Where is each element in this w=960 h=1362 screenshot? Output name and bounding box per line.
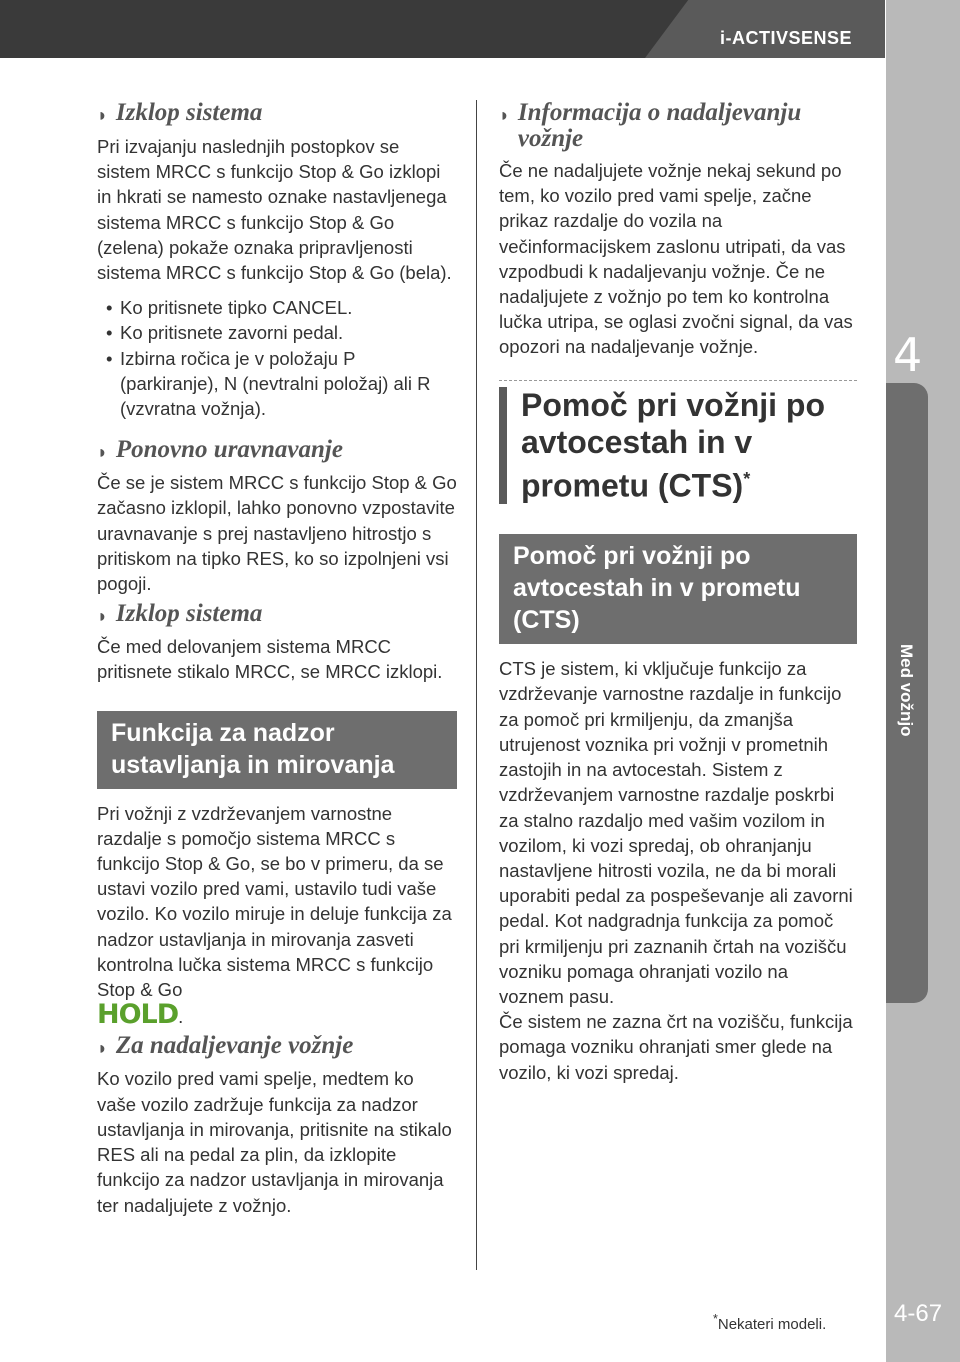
header-title: i-ACTIVSENSE (719, 28, 852, 48)
section-heading: ◗ Ponovno uravnavanje (97, 436, 343, 464)
list-item: • Ko pritisnete zavorni pedal. (101, 320, 457, 345)
section-heading: ◗ Izklop sistema (97, 600, 263, 628)
chapter-label: Med vožnjo (897, 643, 916, 737)
section-box-title: Funkcija za nadzor ustavljanja in mirovanja (97, 711, 457, 789)
paragraph: Ko vozilo pred vami spelje, medtem ko vaše vozilo zadržuje funkcija za nadzor ustavljanja in mirovanja, pritisnite na stikalo RES ali na pedal za plin, da izklopite funkcijo za nadzor ustavljanja in mirovanja ter nadaljujete z vožnjo. (97, 1068, 452, 1216)
section-divider (499, 380, 857, 505)
triangle-icon: ◗ (97, 1038, 108, 1059)
paragraph: Če sistem ne zazna črt na vozišču, funkcija pomaga vozniku ohranjati smer glede na vozilo, ki vozi spredaj. (499, 1011, 853, 1083)
footnote: *Nekateri modeli. (713, 1312, 827, 1333)
triangle-icon: ◗ (499, 105, 510, 125)
triangle-icon: ◗ (97, 442, 108, 463)
section-box-title: Pomoč pri vožnji po avtocestah in v prometu (CTS) (499, 534, 857, 644)
page-heading: Pomoč pri vožnji po avtocestah in v prometu (CTS)* (499, 387, 857, 505)
bullet-list (97, 295, 457, 421)
hold-indicator-icon: HOLD (97, 999, 179, 1031)
paragraph: CTS je sistem, ki vključuje funkcijo za vzdrževanje varnostne razdalje in funkcijo za pomoč pri krmiljenju, da zmanjša utrujenost voznika pri vožnji v prometnih zastojih in na avtocestah. Sistem z vzdrževanjem varnostne razdalje poskrbi za stalno razdaljo med vašim vozilom in vozilom, ki vozi spredaj, ob ohranjanju nastavljene hitrosti vozila, ne da bi morali uporabiti pedal za pospeševanje ali zavorni pedal. Kot nadgradnja funkcija za pomoč pri krmiljenju pri zaznanih črtah na vozišču vozniku pomaga ohranjati vozilo na voznem pasu. (499, 658, 853, 1007)
list-item: • Ko pritisnete tipko CANCEL. (101, 295, 457, 320)
section-heading: ◗ Izklop sistema (97, 99, 263, 126)
paragraph: Če se je sistem MRCC s funkcijo Stop & Go začasno izklopil, lahko ponovno vzpostavite uravnavanje s prej nastavljeno hitrostjo s pritiskom na tipko RES, ko so izpolnjeni vsi pogoji. (97, 472, 457, 595)
triangle-icon: ◗ (97, 606, 108, 627)
paragraph: Pri izvajanju naslednjih postopkov se sistem MRCC s funkcijo Stop & Go izklopi in hkrati se namesto oznake nastavljenega sistema MRCC s funkcijo Stop & Go (zelena) pokaže oznaka pripravljenosti sistema MRCC s funkcijo Stop & Go (bela). (97, 136, 452, 284)
section-heading: ◗ Za nadaljevanje vožnje (97, 1032, 354, 1060)
paragraph: Če ne nadaljujete vožnje nekaj sekund po tem, ko vozilo pred vami spelje, začne prikaz razdalje do vozila na večinformacijskem zaslonu utripati, da vas vzpodbudi k nadaljevanju vožnje. Če ne nadaljujete z vožnjo po tem ko kontrolna lučka utripa, se oglasi zvočni signal, da vas opozori na nadaljevanje vožnje. (499, 160, 853, 358)
page-number: 4-67 (894, 1300, 943, 1327)
right-column (499, 100, 857, 1085)
triangle-icon: ◗ (97, 105, 108, 125)
column-divider (476, 100, 477, 1270)
left-column (97, 100, 457, 1218)
list-item: • Izbirna ročica je v položaju P (parkiranje), N (nevtralni položaj) ali R (vzvratna vožnja). (101, 346, 457, 422)
chapter-number: 4 (893, 328, 923, 382)
section-heading: ◗ Informacija o nadaljevanju vožnje (499, 99, 802, 152)
paragraph: Če med delovanjem sistema MRCC pritisnete stikalo MRCC, se MRCC izklopi. (97, 636, 443, 683)
paragraph: Pri vožnji z vzdrževanjem varnostne razdalje s pomočjo sistema MRCC s funkcijo Stop & Go, se bo v primeru, da se ustavi vozilo pred vami, ustavilo tudi vaše vozilo. Ko vozilo miruje in deluje funkcija za nadzor ustavljanja in mirovanja zasveti kontrolna lučka sistema MRCC s funkcijo Stop & Go HOLD. (97, 802, 452, 1031)
